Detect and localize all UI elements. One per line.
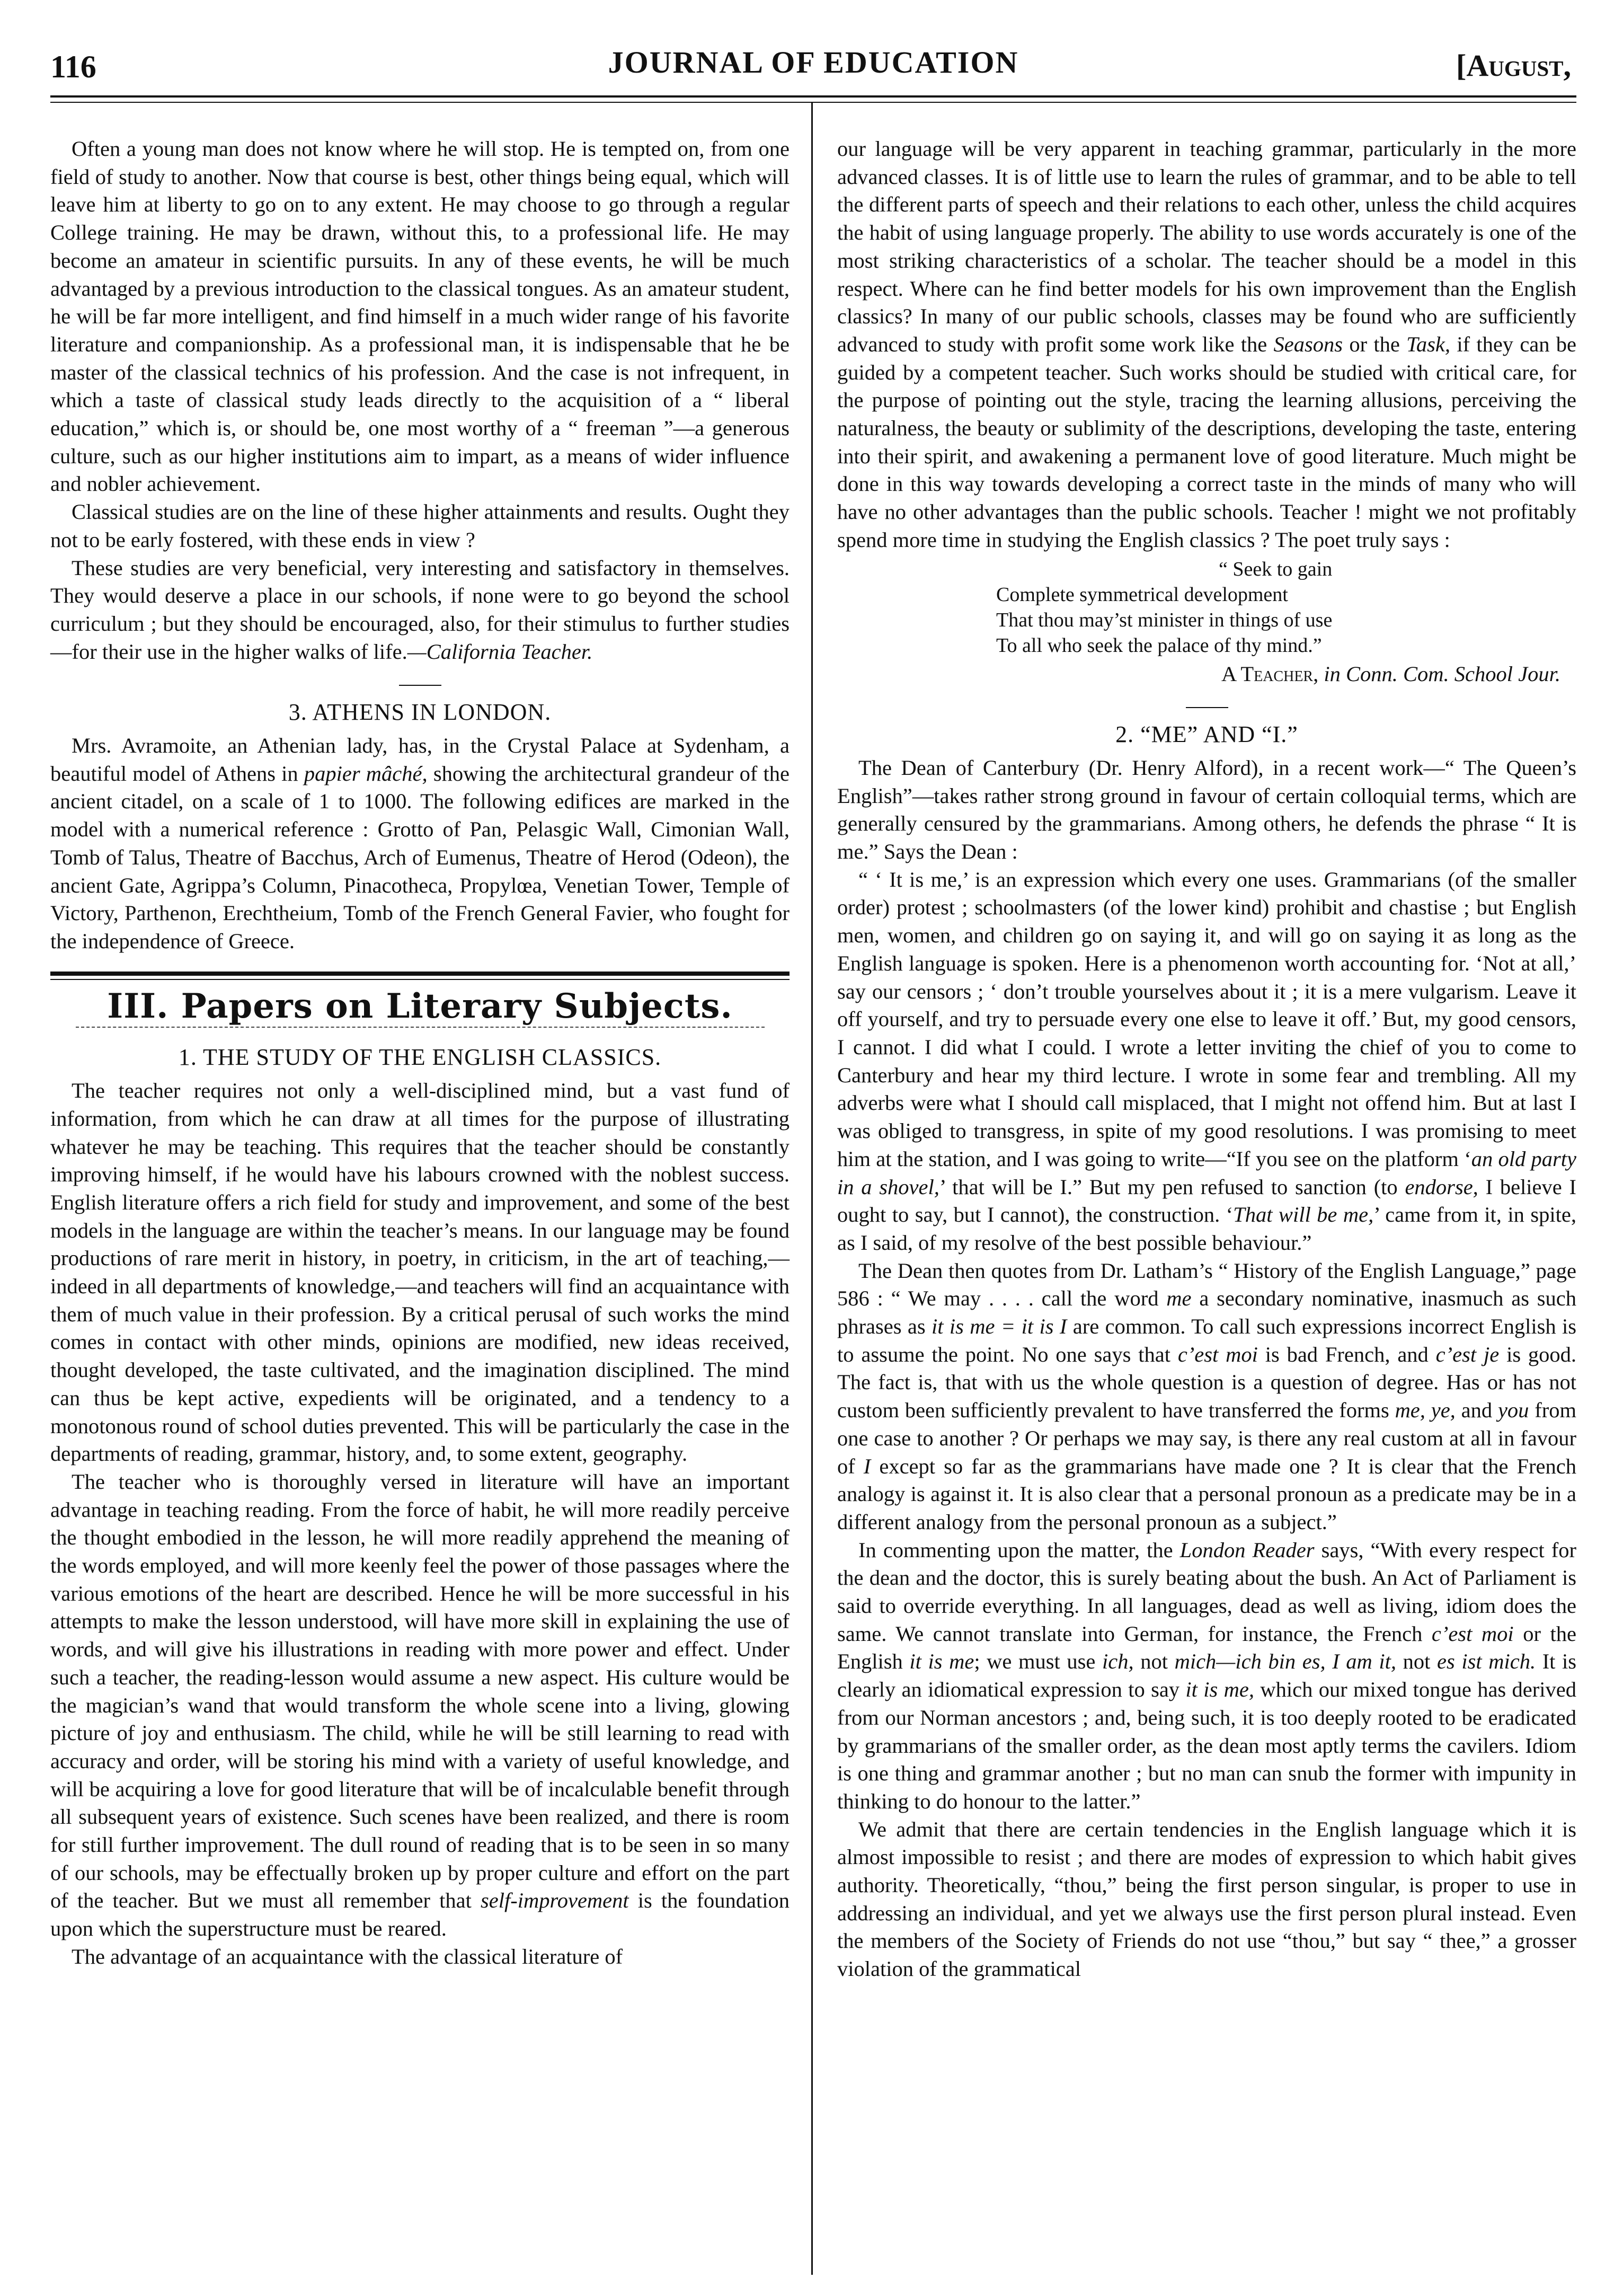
page-number: 116 bbox=[50, 49, 96, 84]
paragraph: We admit that there are certain tendencies in the English language which it is almost impossible to resist ; and there are modes of expression to which habit gives authority. Theoretically, “thou,” being the first person singular, is proper to use in addressing an individual, and yet we always use the first person plural instead. Even the members of the Society of Friends do not use “thou,” but say “ thee,” a grosser violation of the grammatical bbox=[837, 1817, 1576, 1981]
column-divider bbox=[811, 102, 813, 2275]
page-header bbox=[50, 43, 1576, 91]
poem-line: To all who seek the palace of thy mind.” bbox=[996, 634, 1322, 657]
paragraph: The teacher requires not only a well-disciplined mind, but a vast fund of information, from which he can draw at all times for the purpose of illustrating whatever he may be teaching. This requires that the teacher should be constantly improving himself, if he would have his labours crowned with the noblest success. English literature offers a rich field for study and improvement, and some of the best models in the language are within the teacher’s means. In our language may be found productions of rare merit in history, in poetry, in criticism, in the art of teaching,—indeed in all departments of knowledge,—and teachers will find an acquaintance with them of much value in their profession. By a critical perusal of such works the mind comes in contact with other minds, opinions are modified, new ideas received, thought developed, the taste cultivated, and the imagination disciplined. The mind can thus be kept active, expedients will be originated, and a tendency to a monotonous round of school duties prevented. This will be particularly the case in the departments of reading, grammar, history, and, to some extent, geography. bbox=[50, 1079, 790, 1466]
paragraph: These studies are very beneficial, very interesting and satisfactory in themselves. They would deserve a place in our schools, if none were to go beyond the school curriculum ; but they should be encouraged, also, for their stimulus to further studies—for their use in the higher walks of life.—California Teacher. bbox=[50, 555, 790, 664]
poem-quote bbox=[996, 557, 1576, 658]
right-column bbox=[837, 135, 1576, 1983]
paragraph: our language will be very apparent in teaching grammar, particularly in the more advanced classes. It is of little use to learn the rules of grammar, and to be able to tell the different parts of speech and their relations to each other, unless the child acquires the habit of using language properly. The ability to use words accurately is one of the most striking characteristics of a scholar. The teacher should be a model in this respect. Where can he find better models for his own improvement than the English classics? In many of our public schools, classes may be found who are sufficiently advanced to study with profit some work like the Seasons or the Task, if they can be guided by a competent teacher. Such works should be studied with critical care, for the purpose of pointing out the style, tracing the learning allusions, perceiving the naturalness, the beauty or sublimity of the descriptions, developing the taste, entering into their spirit, and awakening a permanent love of good literature. Much might be done in this way towards developing a correct taste in the minds of many who will have no other advantages than the public schools. Teacher ! might we not profitably spend more time in studying the English classics ? The poet truly says : bbox=[837, 137, 1577, 552]
paragraph: Mrs. Avramoite, an Athenian lady, has, in the Crystal Palace at Sydenham, a beautiful model of Athens in papier mâché, showing the architectural grandeur of the ancient citadel, on a scale of 1 to 1000. The following edifices are marked in the model with a numerical reference : Grotto of Pan, Pelasgic Wall, Cimonian Wall, Tomb of Talus, Theatre of Bacchus, Arch of Eumenus, Theatre of Herod (Odeon), the ancient Gate, Agrippa’s Column, Pinacotheca, Propylœa, Venetian Tower, Temple of Victory, Parthenon, Erechtheium, Tomb of the French General Favier, who fought for the independence of Greece. bbox=[50, 734, 790, 953]
journal-title: JOURNAL OF EDUCATION bbox=[608, 45, 1019, 80]
paragraph: “ ‘ It is me,’ is an expression which every one uses. Grammarians (of the smaller order) protest ; schoolmasters (of the lower kind) prohibit and chastise ; but English men, women, and children go on saying it, and will go on saying it as long as the English language is spoken. Here is a phenomenon worth accounting for. ‘Not at all,’ say our censors ; ‘ don’t trouble yourselves about it ; it is a mere vulgarism. Leave it off yourself, and try to persuade every one else to leave it off.’ But, my good censors, I cannot. I did what I could. I wrote a letter inviting the chief of you to come to Canterbury and hear my third lecture. I wrote in some fear and trembling. All my adverbs were what I should call misplaced, that I might not offend him. But at last I was obliged to transgress, in spite of my good resolutions. I was promising to meet him at the station, and I was going to write—“If you see on the platform ‘an old party in a shovel,’ that will be I.” But my pen refused to sanction (to endorse, I believe I ought to say, but I cannot), the construction. ‘That will be me,’ came from it, in spite, as I said, of my resolve of the best possible behaviour.” bbox=[837, 867, 1577, 1255]
section-divider bbox=[399, 685, 441, 686]
paragraph: The teacher who is thoroughly versed in literature will have an important advantage in teaching reading. From the force of habit, he will more readily perceive the thought embodied in the lesson, he will more readily apprehend the meaning of the words employed, and will more keenly feel the power of those passages where the various emotions of the heart are described. Hence he will be more successful in his attempts to make the lesson understood, will have more skill in explaining the use of words, and will give his illustrations in reading with more power and effect. Under such a teacher, the reading-lesson would assume a new aspect. His culture would be the magician’s wand that would transform the whole scene into a living, glowing picture of joy and enthusiasm. The child, while he will be still learning to read with accuracy and order, will be storing his mind with a variety of useful knowledge, and will be acquiring a love for good literature that will be of incalculable benefit through all subsequent years of existence. Such scenes have been realized, and there is room for still further improvement. The dull round of reading that is to be seen in so many of our schools, may be effectually broken up by proper culture and effort on the part of the teacher. But we must all remember that self-improvement is the foundation upon which the superstructure must be reared. bbox=[50, 1469, 790, 1941]
signature: A Teacher, in Conn. Com. School Jour. bbox=[1221, 661, 1560, 686]
source-citation: —California Teacher. bbox=[407, 639, 593, 664]
part-rule bbox=[50, 972, 790, 980]
paragraph: The advantage of an acquaintance with the classical literature of bbox=[72, 1944, 623, 1968]
header-rule-thin bbox=[50, 102, 1576, 103]
paragraph: The Dean then quotes from Dr. Latham’s “ History of the English Language,” page 586 : “ We may . . . . call the word me a secondary nominative, inasmuch as such phrases as it is me = it is I are common. To call such expressions incorrect English is to assume the point. No one says that c’est moi is bad French, and c’est je is good. The fact is, that with us the whole question is a question of degree. Has or has not custom been sufficiently prevalent to have transferred the forms me, ye, and you from one case to another ? Or perhaps we may say, is there any real custom at all in favour of I except so far as the grammarians have made one ? It is clear that the French analogy is against it. It is also clear that a personal pronoun as a predicate may be in a different analogy from the personal pronoun as a subject.” bbox=[837, 1258, 1577, 1534]
ornamental-rule bbox=[76, 1027, 765, 1033]
poem-line: That thou may’st minister in things of use bbox=[996, 608, 1333, 631]
section-title-me-and-i: 2. “ME” AND “I.” bbox=[1115, 721, 1298, 748]
issue-month: [August, bbox=[1456, 48, 1571, 83]
paragraph: Classical studies are on the line of these higher attainments and results. Ought they not to be early fostered, with these ends in view ? bbox=[50, 500, 790, 552]
section-title-athens: 3. ATHENS IN LONDON. bbox=[288, 699, 552, 726]
left-column bbox=[50, 135, 790, 1971]
section-divider bbox=[1186, 707, 1228, 708]
poem-line: Complete symmetrical development bbox=[996, 583, 1288, 606]
paragraph: In commenting upon the matter, the London Reader says, “With every respect for the dean and the doctor, this is surely beating about the bush. An Act of Parliament is said to override everything. In all languages, dead as well as living, idiom does the same. We cannot translate into German, for instance, the French c’est moi or the English it is me; we must use ich, not mich—ich bin es, I am it, not es ist mich. It is clearly an idiomatical expression to say it is me, which our mixed tongue has derived from our Norman ancestors ; and, being such, it is too deeply rooted to be eradicated by grammarians of the smaller order, as the dean most aptly terms the cavilers. Idiom is one thing and grammar another ; but no man can snub the former with impunity in thinking to do honour to the latter.” bbox=[837, 1538, 1577, 1813]
header-rule bbox=[50, 95, 1576, 98]
paragraph: The Dean of Canterbury (Dr. Henry Alford), in a recent work—“ The Queen’s English”—takes rather strong ground in favour of certain colloquial terms, which are generally censured by the grammarians. Among others, he defends the phrase “ It is me.” Says the Dean : bbox=[837, 755, 1576, 864]
paragraph: Often a young man does not know where he will stop. He is tempted on, from one field of study to another. Now that course is best, other things being equal, which will leave him at liberty to go on to any extent. He may choose to go through a regular College training. He may be drawn, without this, to a professional life. He may become an amateur in scientific pursuits. In any of these events, he will be much advantaged by a previous introduction to the classical tongues. As an amateur student, he will be far more intelligent, and find himself in a much wider range of his favorite literature and companionship. As a professional man, it is indispensable that he be master of the classical technics of his profession. And the case is not infrequent, in which a taste of classical study leads directly to the acquisition of a “ liberal education,” which is, or should be, one most worthy of a “ freeman ”—a generous culture, such as our higher institutions aim to impart, as a means of wider influence and nobler achievement. bbox=[50, 137, 790, 496]
poem-line: “ Seek to gain bbox=[1219, 558, 1333, 580]
part-heading: III. Papers on Literary Subjects. bbox=[107, 986, 733, 1026]
section-title-study: 1. THE STUDY OF THE ENGLISH CLASSICS. bbox=[178, 1044, 662, 1071]
